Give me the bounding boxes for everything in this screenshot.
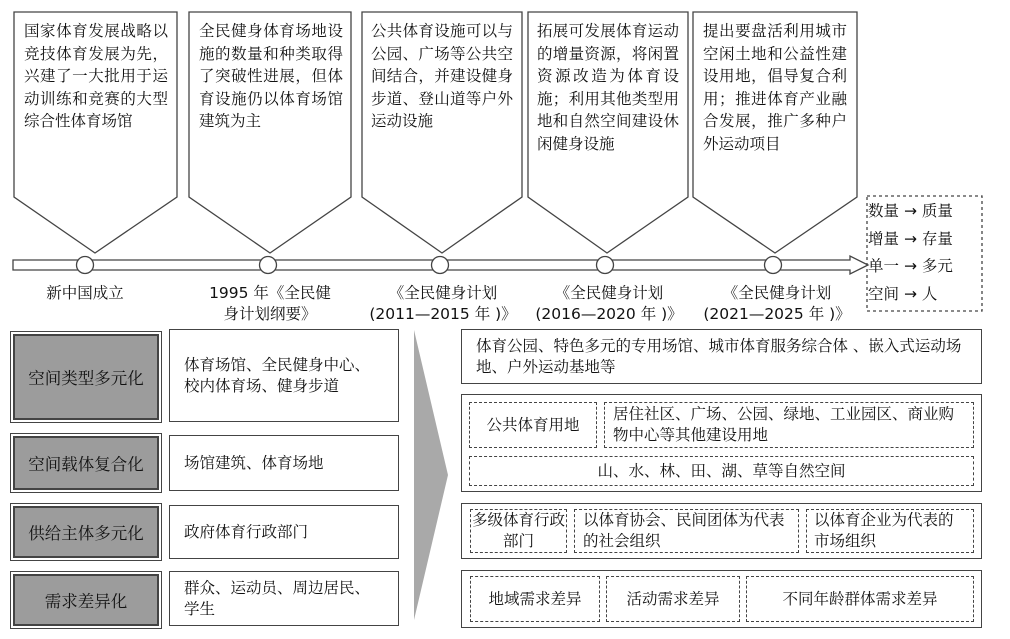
timeline-label-2: 1995 年《全民健 身计划纲要》	[209, 284, 331, 323]
timeline-node-2	[260, 257, 277, 274]
pentagon-text-2: 全民健身体育场地设施的数量和种类取得了突破性进展，但体育设施仍以体育场馆建筑为主	[199, 22, 343, 130]
supplier-government: 多级体育行政部门	[470, 509, 567, 553]
timeline-label-5: 《全民健身计划 (2021—2025 年 )》	[703, 284, 851, 323]
timeline-label-1: 新中国成立	[46, 284, 124, 302]
before-demand: 群众、运动员、周边居民、学生	[169, 571, 399, 626]
before-supply-subject: 政府体育行政部门	[169, 505, 399, 559]
transition-row-2: 增量 → 存量	[868, 230, 953, 248]
pentagon-text-3: 公共体育设施可以与公园、广场等公共空间结合，并建设健身步道、登山道等户外运动设施	[371, 22, 513, 130]
pentagon-text-4: 拓展可发展体育运动的增量资源，将闲置资源改造为体育设施；利用其他类型用地和自然空间建设休闲健身设施	[537, 22, 679, 153]
carrier-other-land: 居住社区、广场、公园、绿地、工业园区、商业购物中心等其他建设用地	[604, 402, 974, 448]
pentagon-text-5: 提出要盘活利用城市空闲土地和公益性建设用地，倡导复合利用；推进体育产业融合发展，推广多种户外运动项目	[703, 22, 847, 153]
after-space-types: 体育公园、特色多元的专用场馆、城市体育服务综合体 、嵌入式运动场地、户外运动基地等	[461, 329, 982, 384]
demand-regional: 地域需求差异	[470, 576, 600, 622]
transition-row-1: 数量 → 质量	[868, 202, 953, 220]
before-space-carrier: 场馆建筑、体育场地	[169, 435, 399, 491]
timeline-node-5	[765, 257, 782, 274]
category-supply-subject: 供给主体多元化	[13, 506, 159, 558]
timeline-node-4	[597, 257, 614, 274]
category-space-carrier: 空间载体复合化	[13, 436, 159, 490]
supplier-social-org: 以体育协会、民间团体为代表的社会组织	[574, 509, 799, 553]
timeline-label-3: 《全民健身计划 (2011—2015 年 )》	[369, 284, 517, 323]
pentagon-text-1: 国家体育发展战略以竞技体育发展为先，兴建了一大批用于运动训练和竞赛的大型综合性体育场馆	[24, 22, 168, 130]
transition-row-4: 空间 → 人	[868, 285, 938, 303]
before-space-type: 体育场馆、全民健身中心、校内体育场、健身步道	[169, 329, 399, 422]
transition-chevron	[414, 330, 448, 620]
supplier-market-org: 以体育企业为代表的市场组织	[806, 509, 974, 553]
category-space-type: 空间类型多元化	[13, 334, 159, 420]
demand-activity: 活动需求差异	[606, 576, 740, 622]
timeline-node-1	[77, 257, 94, 274]
carrier-public-land: 公共体育用地	[469, 402, 597, 448]
timeline-label-4: 《全民健身计划 (2016—2020 年 )》	[535, 284, 683, 323]
category-demand: 需求差异化	[13, 574, 159, 626]
carrier-natural-space: 山、水、林、田、湖、草等自然空间	[469, 456, 974, 486]
demand-age-group: 不同年龄群体需求差异	[746, 576, 974, 622]
transition-row-3: 单一 → 多元	[868, 257, 953, 275]
timeline-node-3	[432, 257, 449, 274]
